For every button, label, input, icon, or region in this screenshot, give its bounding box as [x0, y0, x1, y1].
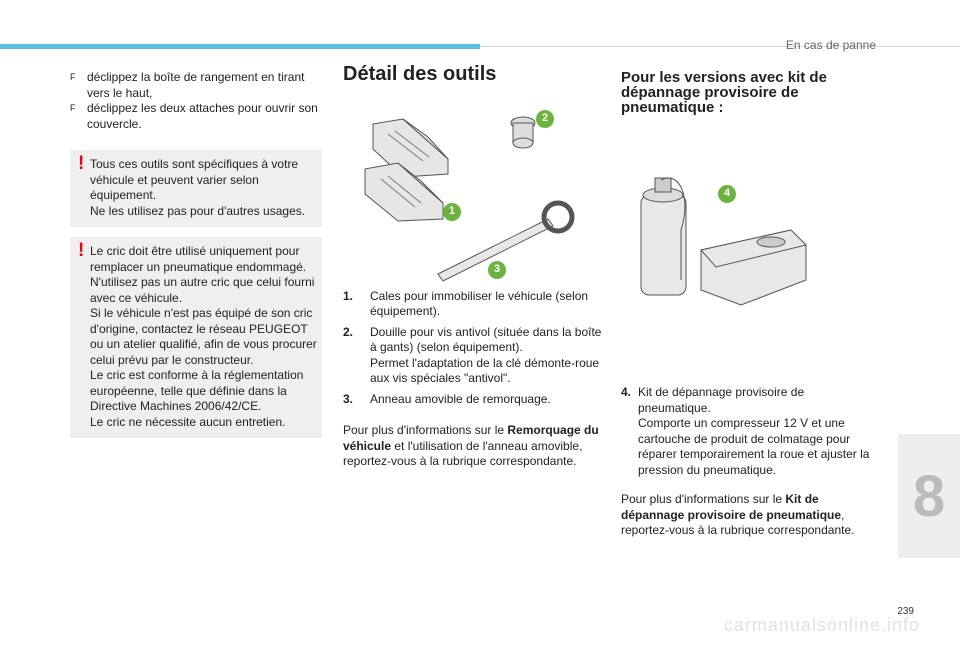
repair-kit-illustration [621, 170, 873, 340]
page-number: 239 [897, 606, 914, 617]
info-text: Pour plus d'informations sur le [621, 492, 786, 506]
item-number: 2. [343, 324, 354, 339]
bullet-item [70, 101, 322, 132]
info-link-text: Kit de dépannage provisoire de pneumatique [621, 492, 842, 522]
info-link-text: Remorquage du véhicule [343, 423, 599, 453]
section-title: En cas de panne [785, 38, 876, 52]
item-text [370, 325, 605, 387]
list-item [621, 385, 873, 478]
warning-text: Tous ces outils sont spécifiques à votre véhicule et peuvent varier selon équipement. [90, 157, 299, 202]
warning-text: Le cric est conforme à la réglementation européenne, telle que définie dans la Directive Machines 2006/42/CE. [90, 368, 304, 413]
warning-text: Si le véhicule n'est pas équipé de son cric d'origine, contactez le réseau PEUGEOT ou un atelier qualifié, afin de vous procurer celui prévu par le constructeur. [90, 306, 317, 367]
chapter-tab [898, 434, 960, 558]
item-text-line: Kit de dépannage provisoire de pneumatique. [638, 385, 805, 415]
column-instructions [70, 70, 322, 438]
item-text-line: Comporte un compresseur 12 V et une cartouche de produit de colmatage pour réparer temporairement la roue et ajuster la pression du pneumatique. [638, 416, 870, 477]
tools-title: Détail des outils [343, 63, 497, 85]
warning-text: Le cric doit être utilisé uniquement pour remplacer un pneumatique endommagé. [90, 244, 307, 274]
repair-kit-drawing [621, 170, 873, 340]
kit-title: Pour les versions avec kit de dépannage provisoire de pneumatique : [621, 69, 827, 116]
item-text: Cales pour immobiliser le véhicule (selon équipement). [370, 288, 589, 318]
item-text: Anneau amovible de remorquage. [370, 391, 551, 406]
bullet-text: déclippez la boîte de rangement en tirant vers le haut, [87, 70, 305, 100]
warning-text: N'utilisez pas un autre cric que celui fourni avec ce véhicule. [90, 275, 315, 305]
warning-box-tools [70, 150, 322, 227]
item-text [638, 385, 873, 478]
repair-kit-info [621, 492, 873, 539]
callout-badge-3: 3 [488, 261, 506, 279]
warning-text: Le cric ne nécessite aucun entretien. [90, 414, 286, 429]
warning-box-jack [70, 237, 322, 438]
warning-text: Ne les utilisez pas pour d'autres usages. [90, 203, 306, 218]
item-number: 1. [343, 288, 354, 303]
chapter-number: 8 [912, 463, 946, 529]
towing-info [343, 423, 605, 470]
header-accent-bar [0, 44, 480, 49]
item-number: 3. [343, 391, 354, 406]
list-item [343, 392, 605, 408]
header-rule [480, 46, 960, 47]
bullet-arrow-icon: F [70, 72, 76, 82]
watermark: carmanualsonline.info [723, 615, 920, 635]
item-number: 4. [621, 385, 632, 399]
callout-badge-4: 4 [718, 185, 736, 203]
column-repair-kit [621, 70, 873, 539]
bullet-text: déclippez les deux attaches pour ouvrir son couvercle. [87, 101, 318, 131]
bullet-arrow-icon: F [70, 103, 76, 113]
callout-badge-2: 2 [536, 110, 554, 128]
list-item [343, 289, 605, 320]
tools-list [343, 289, 605, 408]
tools-drawing [343, 99, 605, 289]
item-text-line: Permet l'adaptation de la clé démonte-roue aux vis spéciales "antivol". [370, 355, 600, 385]
callout-badge-1: 1 [443, 203, 461, 221]
info-text: , reportez-vous à la rubrique correspondante. [621, 507, 855, 537]
list-item [343, 325, 605, 387]
item-text-line: Douille pour vis antivol (située dans la boîte à gants) (selon équipement). [370, 324, 602, 354]
info-text: Pour plus d'informations sur le [343, 423, 508, 437]
info-text: et l'utilisation de l'anneau amovible, reportez-vous à la rubrique correspondante. [343, 438, 583, 468]
column-tools-detail [343, 63, 605, 470]
tools-illustration [343, 99, 605, 289]
bullet-item [70, 70, 322, 101]
warning-icon: ! [78, 240, 85, 261]
warning-icon: ! [78, 153, 85, 174]
